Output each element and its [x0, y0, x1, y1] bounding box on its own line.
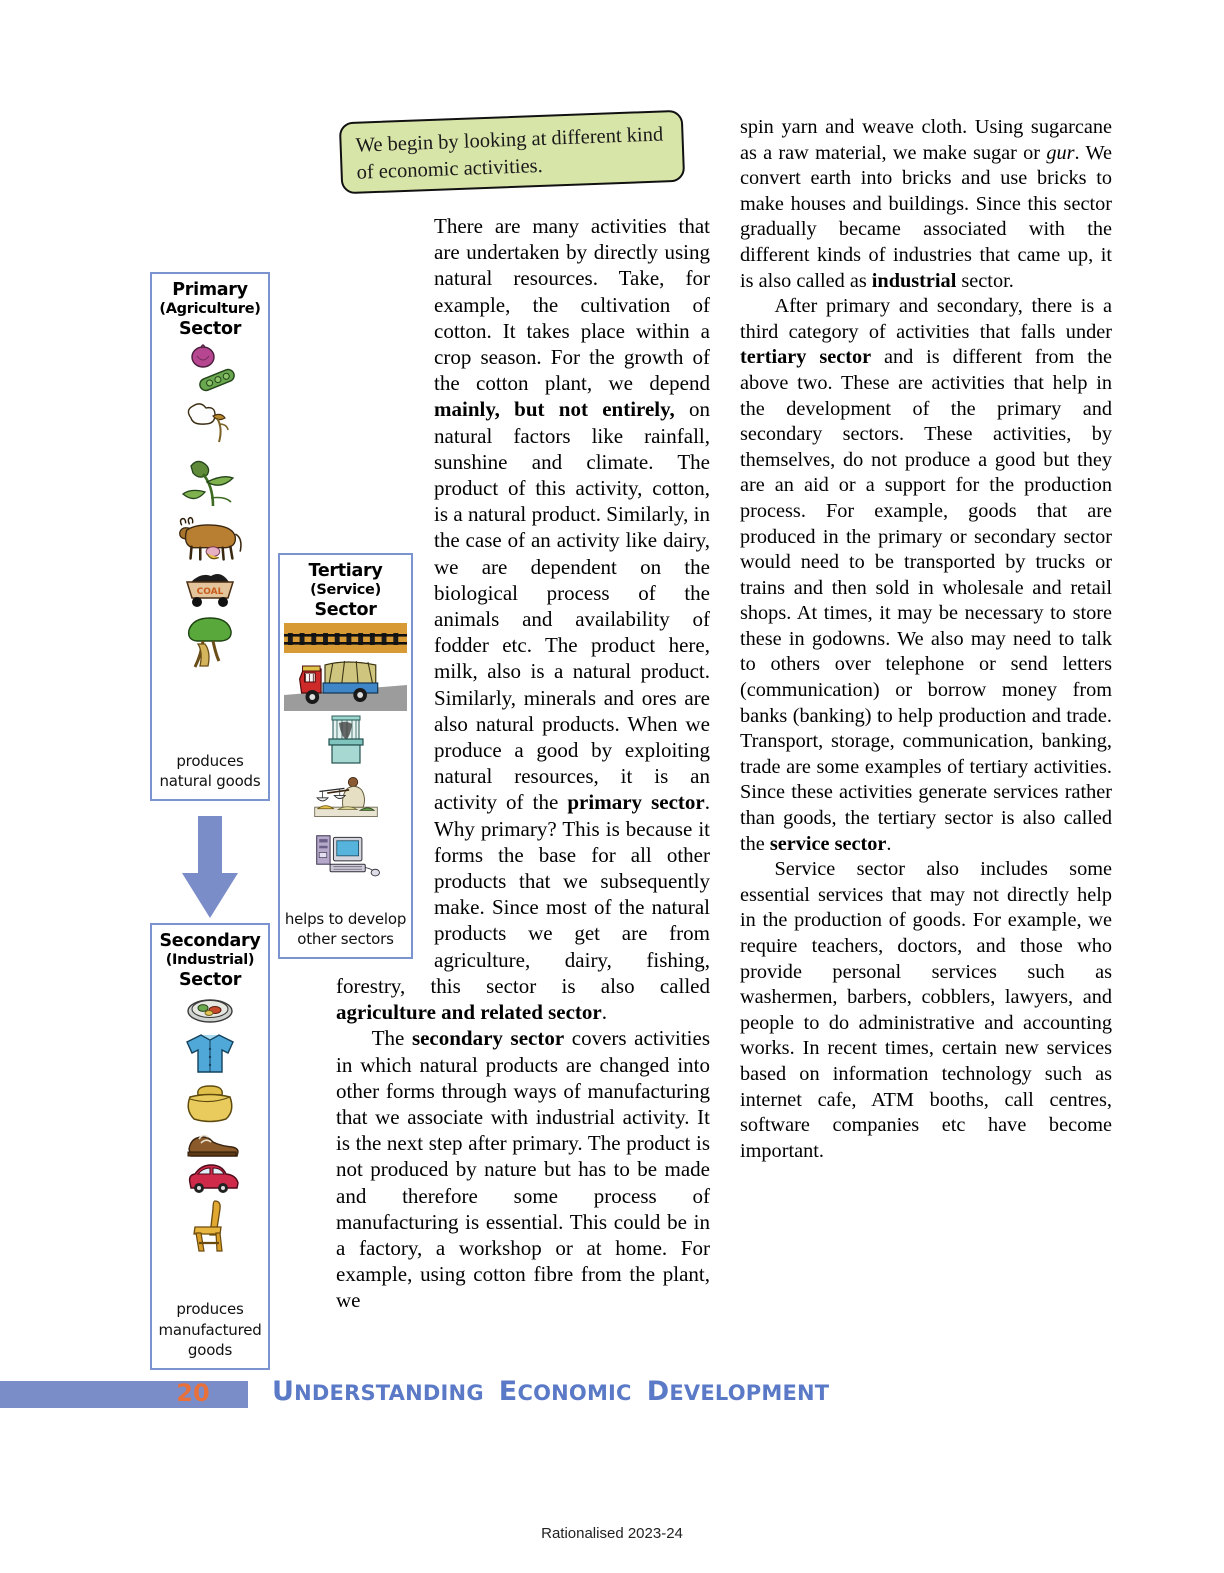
right-paragraph-3: Service sector also includes some essential services that may not directly help in the production of goods. For example, we require teachers, doctors, and those who provide personal services such as washermen, barbers, cobblers, lawyers, and people to do administrative and accounting works. In recent times, certain new services based on information technology such as internet cafe, ATM booths, call centres, software companies etc have become important.: [740, 858, 1112, 1162]
shirt-icon: [174, 1029, 246, 1079]
cotton-boll-icon: [174, 400, 246, 450]
canned-food-icon: [174, 993, 246, 1027]
mid-p1-d: .: [601, 1000, 608, 1025]
secondary-sector-caption: produces manufactured goods: [158, 1300, 262, 1359]
primary-title-line3: Sector: [178, 319, 242, 340]
tertiary-title-line3: Sector: [314, 600, 377, 621]
right-p1-italic: gur: [1046, 141, 1075, 164]
secondary-title-line3: Sector: [178, 970, 242, 991]
middle-text-column: [336, 213, 710, 1314]
right-paragraph-2: [740, 294, 1112, 857]
footer-title-cap-3: D: [646, 1376, 670, 1407]
mid-p1-b: on natural factors like rainfall, sunshine and climate. The product of this activity, cotton, is a natural product. Similarly, in the case of an activity like dairy, we are dependent on the biological process of the animals and availability of fodder etc. The product here, milk, also is a natural product. Similarly, minerals and ores are also natural products. When we produce a good by exploiting natural resources, it is an activity of the: [434, 397, 710, 815]
footer-title-rest-3: EVELOPMENT: [669, 1381, 830, 1405]
right-p2-bold-2: service sector: [769, 832, 887, 855]
onion-and-peas-icon: [174, 342, 246, 398]
secondary-icon-stack: [174, 993, 246, 1253]
footer-title-cap-2: E: [498, 1376, 518, 1407]
right-p1-b: . We convert earth into bricks and use bricks to make houses and buildings. Since this sector gradually became associated with the different kinds of industries that came up, it is also called as: [740, 141, 1113, 292]
right-p1-a: spin yarn and weave cloth. Using sugarcane as a raw material, we make sugar or: [740, 116, 1112, 164]
right-p2-bold-1: tertiary sector: [740, 346, 872, 369]
bag-icon: [174, 1081, 246, 1125]
secondary-title-line2: (Industrial): [165, 952, 255, 969]
tertiary-title-line1: Tertiary: [308, 561, 383, 581]
primary-icon-stack: [174, 342, 246, 670]
tree-icon: [174, 614, 246, 670]
shoe-icon: [174, 1127, 246, 1159]
footer-page-number: 20: [176, 1379, 210, 1407]
primary-title-line1: Primary: [172, 280, 248, 300]
svg-text:COAL: COAL: [196, 587, 224, 598]
car-icon: [174, 1161, 246, 1195]
mid-p1-a: There are many activities that are undertaken by directly using natural resources. Take, for example, the cultivation of cotton. It takes place within a crop season. For the growth of the cotton plant, we depend: [434, 214, 710, 396]
primary-sector-caption: produces natural goods: [159, 751, 261, 790]
secondary-title-line1: Secondary: [159, 931, 261, 951]
tertiary-title-line2: (Service): [310, 582, 381, 599]
footer-title-cap-1: U: [272, 1376, 295, 1407]
down-arrow-icon: [181, 816, 239, 919]
mid-p2-bold-1: secondary sector: [411, 1026, 565, 1051]
coal-wagon-icon: [174, 566, 246, 612]
right-text-column: [740, 115, 1112, 1164]
mid-p1-bold-1: mainly, but not entirely,: [434, 397, 675, 422]
right-p1-c: sector.: [956, 269, 1014, 292]
right-p2-c: .: [886, 832, 892, 855]
cow-milking-icon: [174, 512, 246, 564]
middle-paragraph-2: [336, 1025, 710, 1313]
mid-p1-bold-2: primary sector: [567, 790, 705, 815]
primary-sector-title: [159, 280, 260, 340]
mid-p1-c: . Why primary? This is because it forms the base for all other products that we subsequently make. Since most of the natural products we get are from agriculture, dairy, fishing, forestry, this sector is also called: [336, 790, 710, 998]
right-p2-b: and is different from the above two. These are activities that help in the development of the primary and secondary sectors. These activities, by themselves, do not produce a good but they are an aid or a support for the production process. For example, goods that are produced in the primary or secondary sector would need to be transported by trucks or trains and then sold in wholesale and retail shops. At times, it may be necessary to store these in godowns. We also may need to talk to others over telephone or send letters (communication) or borrow money from banks (banking) to help production and trade. Transport, storage, communication, banking, trade are some examples of tertiary activities. Since these activities generate services rather than goods, the tertiary sector is also called the: [740, 346, 1112, 855]
footer-title-rest-2: CONOMIC: [517, 1381, 632, 1405]
secondary-sector-box: [150, 923, 270, 1370]
tertiary-box-text-wrap: [336, 543, 434, 955]
mid-p2-a: The: [371, 1026, 412, 1051]
primary-title-line2: (Agriculture): [159, 301, 261, 318]
secondary-sector-title: [159, 931, 260, 991]
primary-sector-box: [150, 272, 270, 801]
callout-text: We begin by looking at different kind of economic activities.: [355, 123, 664, 184]
chair-icon: [174, 1197, 246, 1253]
mid-p2-b: covers activities in which natural products are changed into other forms through ways of manufacturing that we associate with industrial activity. It is the next step after primary. The product is not produced by nature but has to be made and therefore some process of manufacturing is essential. This could be in a factory, a workshop or at home. For example, using cotton fibre from the plant, we: [336, 1026, 710, 1313]
right-paragraph-1: [740, 115, 1112, 294]
footer-title-rest-1: NDERSTANDING: [294, 1381, 484, 1405]
tertiary-sector-caption: helps to develop other sectors: [284, 909, 407, 948]
wheat-plant-icon: [174, 452, 246, 510]
footer-chapter-title: [272, 1376, 829, 1407]
callout-bubble: [339, 110, 685, 195]
rationalised-note: Rationalised 2023-24: [541, 1525, 683, 1542]
right-p1-bold: industrial: [871, 269, 957, 292]
mid-p1-bold-3: agriculture and related sector: [336, 1000, 602, 1025]
right-p2-a: After primary and secondary, there is a third category of activities that falls under: [740, 295, 1112, 343]
